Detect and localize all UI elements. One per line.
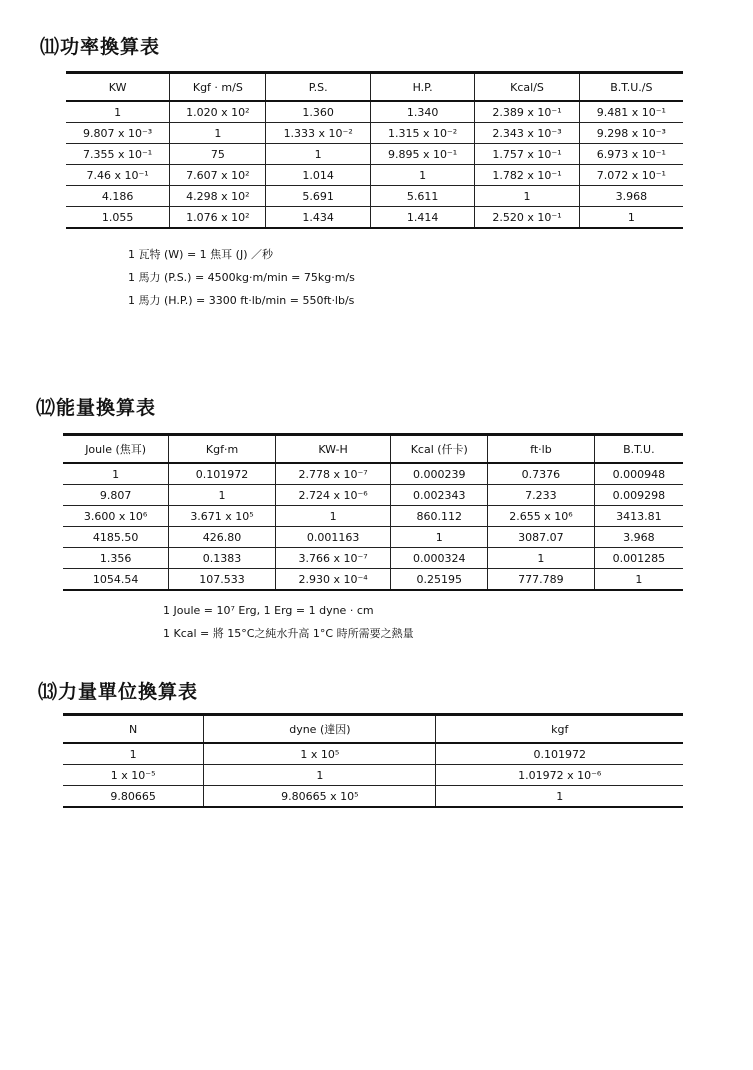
note-line: 1 馬力 (H.P.) = 3300 ft·lb/min = 550ft·lb/s — [128, 294, 355, 307]
table-cell: 9.80665 — [63, 786, 204, 808]
power-conversion-table — [66, 71, 683, 229]
table-cell: 5.691 — [266, 186, 370, 207]
table-row — [63, 786, 683, 808]
note-line: 1 瓦特 (W) = 1 焦耳 (J) ／秒 — [128, 248, 273, 261]
table-cell: 0.000324 — [391, 548, 488, 569]
section-12-title: ⑿能量換算表 — [36, 397, 157, 419]
table-cell: 1 — [475, 186, 579, 207]
table-row — [63, 548, 683, 569]
table-cell: 777.789 — [488, 569, 595, 591]
table-cell: 9.807 — [63, 485, 169, 506]
table-row — [63, 765, 683, 786]
table-cell: 2.724 x 10⁻⁶ — [275, 485, 391, 506]
table-cell: 1 — [275, 506, 391, 527]
table-cell: 1 — [370, 165, 474, 186]
table-cell: 7.46 x 10⁻¹ — [66, 165, 170, 186]
table-cell: 9.481 x 10⁻¹ — [579, 101, 683, 123]
note-line: 1 馬力 (P.S.) = 4500kg·m/min = 75kg·m/s — [128, 271, 355, 284]
table-row — [63, 569, 683, 591]
table-cell: 0.7376 — [488, 463, 595, 485]
column-header: Joule (焦耳) — [63, 435, 169, 464]
table-cell: 2.520 x 10⁻¹ — [475, 207, 579, 229]
table-cell: 0.001285 — [594, 548, 683, 569]
table-cell: 3.968 — [594, 527, 683, 548]
table-cell: 0.1383 — [169, 548, 276, 569]
table-cell: 1.356 — [63, 548, 169, 569]
column-header: KW-H — [275, 435, 391, 464]
table-cell: 1.020 x 10² — [170, 101, 266, 123]
table-cell: 107.533 — [169, 569, 276, 591]
note-line: 1 Kcal = 將 15°C之純水升高 1°C 時所需要之熱量 — [163, 627, 414, 640]
table-cell: 7.072 x 10⁻¹ — [579, 165, 683, 186]
table-cell: 1 — [170, 123, 266, 144]
power-notes — [128, 243, 355, 312]
table-cell: 1.315 x 10⁻² — [370, 123, 474, 144]
table-header-row — [66, 73, 683, 102]
table-cell: 1.01972 x 10⁻⁶ — [436, 765, 683, 786]
table-cell: 9.895 x 10⁻¹ — [370, 144, 474, 165]
column-header: dyne (達因) — [204, 715, 436, 744]
table-cell: 1 — [266, 144, 370, 165]
table-cell: 1054.54 — [63, 569, 169, 591]
table-cell: 2.930 x 10⁻⁴ — [275, 569, 391, 591]
column-header: H.P. — [370, 73, 474, 102]
table-cell: 7.233 — [488, 485, 595, 506]
table-row — [66, 207, 683, 229]
table-cell: 1 x 10⁵ — [204, 743, 436, 765]
table-cell: 1.340 — [370, 101, 474, 123]
note-line: 1 Joule = 10⁷ Erg, 1 Erg = 1 dyne · cm — [163, 604, 374, 617]
table-cell: 3087.07 — [488, 527, 595, 548]
table-cell: 1 x 10⁻⁵ — [63, 765, 204, 786]
table-header-row — [63, 435, 683, 464]
table-row — [66, 186, 683, 207]
table-cell: 1 — [169, 485, 276, 506]
column-header: KW — [66, 73, 170, 102]
table-cell: 2.655 x 10⁶ — [488, 506, 595, 527]
table-cell: 0.101972 — [436, 743, 683, 765]
table-cell: 2.778 x 10⁻⁷ — [275, 463, 391, 485]
column-header: Kcal/S — [475, 73, 579, 102]
table-cell: 1.360 — [266, 101, 370, 123]
column-header: N — [63, 715, 204, 744]
table-cell: 1 — [204, 765, 436, 786]
column-header: B.T.U./S — [579, 73, 683, 102]
table-row — [63, 743, 683, 765]
table-cell: 426.80 — [169, 527, 276, 548]
column-header: Kgf · m/S — [170, 73, 266, 102]
table-cell: 4185.50 — [63, 527, 169, 548]
table-cell: 1.757 x 10⁻¹ — [475, 144, 579, 165]
table-cell: 1 — [63, 743, 204, 765]
force-conversion-table — [63, 713, 683, 808]
table-cell: 1.434 — [266, 207, 370, 229]
table-cell: 9.80665 x 10⁵ — [204, 786, 436, 808]
column-header: kgf — [436, 715, 683, 744]
table-cell: 5.611 — [370, 186, 474, 207]
column-header: P.S. — [266, 73, 370, 102]
table-row — [66, 165, 683, 186]
table-cell: 0.25195 — [391, 569, 488, 591]
table-cell: 1 — [436, 786, 683, 808]
table-cell: 7.607 x 10² — [170, 165, 266, 186]
table-cell: 0.000948 — [594, 463, 683, 485]
table-cell: 1.782 x 10⁻¹ — [475, 165, 579, 186]
column-header: ft·lb — [488, 435, 595, 464]
table-cell: 1.333 x 10⁻² — [266, 123, 370, 144]
table-cell: 3413.81 — [594, 506, 683, 527]
table-row — [63, 485, 683, 506]
table-row — [63, 463, 683, 485]
column-header: Kgf·m — [169, 435, 276, 464]
table-cell: 1.055 — [66, 207, 170, 229]
column-header: B.T.U. — [594, 435, 683, 464]
table-cell: 0.001163 — [275, 527, 391, 548]
table-cell: 0.002343 — [391, 485, 488, 506]
table-cell: 1.076 x 10² — [170, 207, 266, 229]
table-cell: 9.298 x 10⁻³ — [579, 123, 683, 144]
table-cell: 1 — [594, 569, 683, 591]
energy-conversion-table — [63, 433, 683, 591]
table-cell: 0.101972 — [169, 463, 276, 485]
table-cell: 4.186 — [66, 186, 170, 207]
table-cell: 3.600 x 10⁶ — [63, 506, 169, 527]
table-cell: 3.671 x 10⁵ — [169, 506, 276, 527]
section-11-title: ⑾功率換算表 — [40, 36, 161, 58]
table-row — [66, 123, 683, 144]
table-row — [63, 506, 683, 527]
table-cell: 1 — [391, 527, 488, 548]
energy-notes — [163, 599, 414, 645]
table-cell: 3.766 x 10⁻⁷ — [275, 548, 391, 569]
table-cell: 0.000239 — [391, 463, 488, 485]
table-row — [66, 101, 683, 123]
table-cell: 0.009298 — [594, 485, 683, 506]
table-cell: 6.973 x 10⁻¹ — [579, 144, 683, 165]
table-cell: 9.807 x 10⁻³ — [66, 123, 170, 144]
table-row — [66, 144, 683, 165]
table-cell: 4.298 x 10² — [170, 186, 266, 207]
table-cell: 2.343 x 10⁻³ — [475, 123, 579, 144]
table-cell: 3.968 — [579, 186, 683, 207]
column-header: Kcal (仟卡) — [391, 435, 488, 464]
table-cell: 7.355 x 10⁻¹ — [66, 144, 170, 165]
table-cell: 1 — [488, 548, 595, 569]
section-13-title: ⒀力量單位換算表 — [38, 681, 199, 703]
table-cell: 860.112 — [391, 506, 488, 527]
table-cell: 1.014 — [266, 165, 370, 186]
table-cell: 1.414 — [370, 207, 474, 229]
table-cell: 1 — [63, 463, 169, 485]
table-header-row — [63, 715, 683, 744]
table-cell: 75 — [170, 144, 266, 165]
table-cell: 1 — [579, 207, 683, 229]
table-cell: 2.389 x 10⁻¹ — [475, 101, 579, 123]
table-cell: 1 — [66, 101, 170, 123]
table-row — [63, 527, 683, 548]
